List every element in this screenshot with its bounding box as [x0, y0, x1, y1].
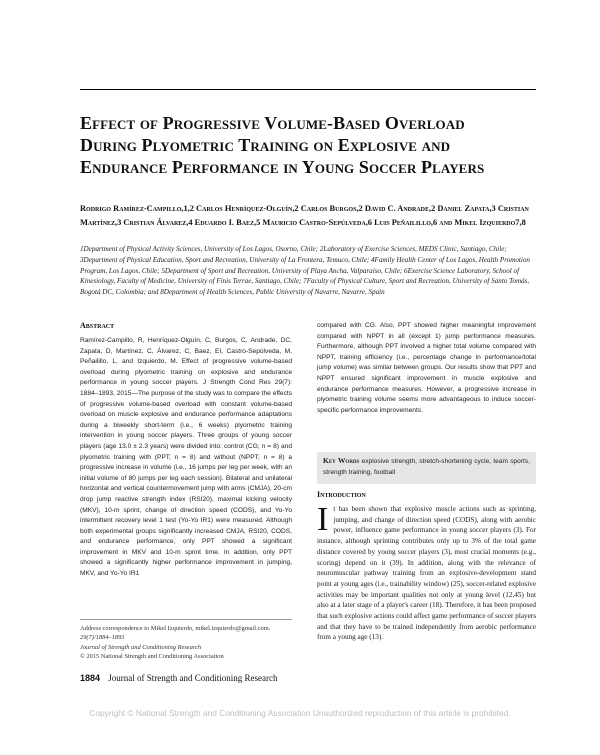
volume-info: 29(7)/1884–1893 [80, 634, 125, 642]
introduction-text: t has been shown that explosive muscle actions such as sprinting, jumping, and change of direction speed (CODS), along with aerobic power, influence game performance in young soccer players (3). For instance, although sprinting contributes only up to 3% of the total game distance covered by young soccer players (3), most crucial moments (e.g., scoring) depend on it (39). In addition, along with the relevance of neuromuscular pathway training from an explosive-development stand point at young ages (i.e., trainability window) (25), soccer-related explosive activities may be important qualities not only at young level (12,45) but also at a later stage of a player's career (18). Therefore, it has been proposed that such explosive actions could affect game performance of soccer players and that they have to be trained independently from aerobic performance from a young age (13). [317, 505, 536, 642]
keywords-box [317, 452, 536, 484]
footnote-rule [80, 619, 292, 620]
header-rule [80, 89, 536, 90]
introduction-text-block [317, 504, 536, 644]
copyright-watermark: Copyright © National Strength and Conditioning Association Unauthorized reproduction of this article is prohibited. [89, 708, 511, 718]
footnote-journal: Journal of Strength and Conditioning Research [80, 643, 202, 651]
footnote [80, 624, 292, 662]
drop-cap: I [317, 504, 329, 538]
affiliations: 1Department of Physical Activity Sciences, University of Los Lagos, Osorno, Chile; 2Laboratory of Exercise Sciences, MEDS Clinic, Santiago, Chile; 3Department of Physical Education, Sport and Recreation, University of La Frontera, Temuco, Chile; 4Family Health Center of Los Lagos, Health Promotion Program, Los Lagos, Chile; 5Department of Sport and Recreation, University of Playa Ancha, Valparaíso, Chile; 6Exercise Science Laboratory, School of Kinesiology, Faculty of Medicine, University of Finis Terrae, Santiago, Chile; 7Faculty of Physical Culture, Sport and Recreation, University of Santo Tomás, Bogotá DC, Colombia; and 8Department of Health Sciences, Public University of Navarre, Navarre, Spain [80, 245, 530, 297]
page-number: 1884 [80, 673, 101, 683]
introduction-heading: Introduction [317, 490, 366, 499]
abstract-column-right [317, 321, 536, 416]
abstract-heading: Abstract [80, 321, 115, 330]
page-footer [80, 673, 278, 683]
correspondence-note: Address correspondence to Mikel Izquierdo, mikel.izquierdo@gmail.com. [80, 625, 271, 632]
footer-journal: Journal of Strength and Conditioning Research [108, 673, 278, 683]
abstract-column-left [80, 321, 292, 626]
abstract-text-left: Ramírez-Campillo, R, Henríquez-Olguín, C, Burgos, C, Andrade, DC, Zapata, D, Martínez, C, Álvarez, C, Baez, EI, Castro-Sepúlveda, M, Peñailillo, L, and Izquierdo, M. Effect of progressive volume-based overload during plyometric training on explosive and endurance performance in young soccer players. J Strength Cond Res 29(7): 1884–1893, 2015—The purpose of the study was to compare the effects of progressive volume-based overload with constant volume-based overload on muscle explosive and endurance performance adaptations during a biweekly short-term (i.e., 6 weeks) plyometric training intervention in young soccer players. Three groups of young soccer players (age 13.0 ± 2.3 years) were divided into: control (CG; n = 8) and plyometric training with (PPT; n = 8) and without (NPPT; n = 8) a progressive increase in volume (i.e., 16 jumps per leg per week, with an initial volume of 80 jumps per leg each session). Bilateral and unilateral horizontal and vertical countermovement jump with arms (CMJA), 20-cm drop jump reactive strength index (RSI20), maximal kicking velocity (MKV), 10-m sprint, change of direction speed (CODS), and Yo-Yo intermittent recovery level 1 test (Yo-Yo IR1) were measured. Although both experimental groups significantly increased CMJA, RSI20, CODS, and endurance performance, only PPT showed a significant improvement in MKV and 10-m sprint time. In addition, only PPT showed a significantly higher performance improvement in jumping, MKV, and Yo-Yo IR1 [80, 337, 292, 578]
keywords-text: explosive strength, stretch-shortening cycle, team sports, strength training, football [323, 458, 530, 476]
footnote-copyright: © 2015 National Strength and Conditioning Association [80, 653, 224, 661]
article-title: Effect of Progressive Volume-Based Overload During Plyometric Training on Explosive and Endurance Performance in Young Soccer Players [80, 113, 485, 177]
abstract-text-right: compared with CG. Also, PPT showed higher meaningful improvement compared with NPPT in all (except 1) jump performance measures. Furthermore, although PPT involved a higher total volume compared with NPPT, training efficiency (i.e., percentage change in performance/total jump volume) was similar between groups. Our results show that PPT and NPPT ensured significant improvement in muscle explosive and endurance performance measures. However, a progressive increase in plyometric training volume seems more advantageous to induce soccer-specific performance improvements. [317, 322, 536, 414]
author-list: Rodrigo Ramírez-Campillo,1,2 Carlos Henríquez-Olguín,2 Carlos Burgos,2 David C. Andrade,2 Daniel Zapata,3 Cristian Martínez,3 Cristian Álvarez,4 Eduardo I. Baez,5 Mauricio Castro-Sepúlveda,6 Luis Peñailillo,6 and Mikel Izquierdo7,8 [80, 204, 529, 227]
keywords-label: Key Words [323, 456, 360, 465]
